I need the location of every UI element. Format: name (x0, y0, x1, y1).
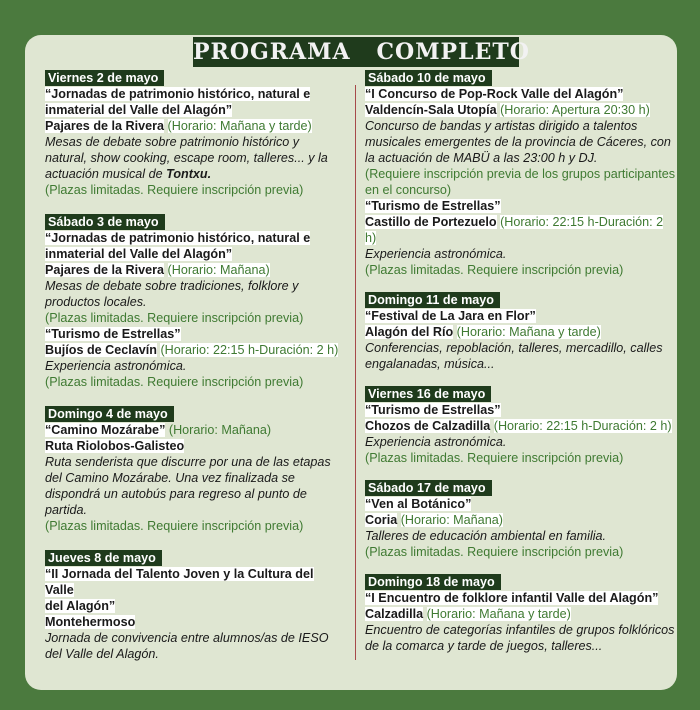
page-title: PROGRAMA COMPLETO (193, 39, 530, 65)
event-place-row (45, 614, 343, 630)
event-schedule: (Horario: Mañana y tarde) (456, 325, 601, 339)
event-place: Pajares de la Rivera (45, 263, 165, 277)
event-date: Jueves 8 de mayo (45, 550, 162, 566)
event-schedule: (Horario: Mañana y tarde) (167, 119, 312, 133)
event-description (45, 134, 343, 182)
event-name (45, 230, 343, 262)
event-note: (Plazas limitadas. Requiere inscripción previa) (45, 375, 304, 389)
event-description: Concurso de bandas y artistas dirigido a talentos musicales emergentes de la provincia de Cáceres, con la actuación de MABÜ a las 23:00 h y DJ. (365, 119, 671, 165)
event-name-line: inmaterial del Valle del Alagón” (45, 103, 233, 117)
event-name: “Camino Mozárabe” (45, 423, 166, 437)
event-description-text: Mesas de debate sobre patrimonio histórico y natural, show cooking, escape room, talleres... y la actuación musical de (45, 135, 328, 181)
event-place: Ruta Riolobos-Galisteo (45, 439, 185, 453)
event-date: Sábado 3 de mayo (45, 214, 165, 230)
event-sabado-10 (365, 70, 677, 278)
event-date: Domingo 4 de mayo (45, 406, 174, 422)
event-description: Talleres de educación ambiental en familia. (365, 529, 607, 543)
event-name (45, 566, 343, 614)
event-place: Montehermoso (45, 615, 136, 629)
event-description: Ruta senderista que discurre por una de las etapas del Camino Mozárabe. Una vez finalizada se dispondrá un autobús para regreso al punto de partida. (45, 455, 331, 517)
event-name-line: “Turismo de Estrellas” (45, 327, 181, 341)
event-description: Mesas de debate sobre tradiciones, folklore y productos locales. (45, 279, 299, 309)
event-place-row (365, 512, 677, 528)
event-name-line: “Jornadas de patrimonio histórico, natural e (45, 231, 311, 245)
event-name (365, 308, 677, 324)
event-name-line: “Ven al Botánico” (365, 497, 472, 511)
event-date: Sábado 17 de mayo (365, 480, 492, 496)
event-name-line: del Alagón” (45, 599, 116, 613)
event-description: Encuentro de categorías infantiles de grupos folklóricos de la comarca y tarde de juegos, talleres... (365, 623, 675, 653)
event-jueves-8 (45, 550, 343, 662)
event-viernes-2 (45, 70, 343, 198)
event-domingo-11 (365, 292, 677, 372)
event-description: Experiencia astronómica. (365, 435, 507, 449)
event-place: Chozos de Calzadilla (365, 419, 491, 433)
event-place-row (45, 262, 343, 278)
event-domingo-18 (365, 574, 677, 654)
event-schedule: (Horario: Apertura 20:30 h) (500, 103, 650, 117)
event-name-row (45, 422, 343, 438)
event-place-row (365, 418, 677, 434)
event-schedule: (Horario: 22:15 h-Duración: 2 h) (493, 419, 672, 433)
event-description: Conferencias, repoblación, talleres, mercadillo, calles engalanadas, música... (365, 341, 663, 371)
event-sabado-17 (365, 480, 677, 560)
event-place: Coria (365, 513, 398, 527)
event-place-row (365, 324, 677, 340)
event-place: Alagón del Río (365, 325, 454, 339)
event-description: Experiencia astronómica. (45, 359, 187, 373)
event-place-row (365, 102, 677, 118)
event-place-row (45, 118, 343, 134)
event-place-row (365, 214, 677, 246)
event-name-line: “Jornadas de patrimonio histórico, natural e (45, 87, 311, 101)
event-place-row (45, 342, 343, 358)
event-sabado-3 (45, 214, 343, 390)
event-schedule: (Horario: Mañana) (168, 423, 272, 437)
event-place: Calzadilla (365, 607, 424, 621)
event-name-line: “Turismo de Estrellas” (365, 199, 501, 213)
event-name (365, 86, 677, 102)
event-name-line: inmaterial del Valle del Alagón” (45, 247, 233, 261)
event-date: Domingo 18 de mayo (365, 574, 501, 590)
event-place: Castillo de Portezuelo (365, 215, 497, 229)
event-description: Jornada de convivencia entre alumnos/as de IESO del Valle del Alagón. (45, 631, 329, 661)
event-name (45, 326, 343, 342)
event-name (365, 402, 677, 418)
event-date: Domingo 11 de mayo (365, 292, 500, 308)
left-column (45, 70, 343, 678)
event-domingo-4 (45, 406, 343, 534)
event-name (365, 590, 677, 606)
event-note: (Plazas limitadas. Requiere inscripción previa) (45, 183, 304, 197)
event-schedule: (Horario: 22:15 h-Duración: 2 h) (160, 343, 339, 357)
event-schedule: (Horario: Mañana) (167, 263, 270, 277)
event-schedule: (Horario: Mañana) (400, 513, 503, 527)
right-column (365, 70, 677, 668)
event-name (365, 198, 677, 214)
event-name-line: “Festival de La Jara en Flor” (365, 309, 536, 323)
event-name (45, 86, 343, 118)
event-place: Bujíos de Ceclavín (45, 343, 157, 357)
event-description: Experiencia astronómica. (365, 247, 507, 261)
event-name-line: “Turismo de Estrellas” (365, 403, 501, 417)
event-schedule: (Horario: Mañana y tarde) (426, 607, 571, 621)
event-place-row (45, 438, 343, 454)
event-place: Pajares de la Rivera (45, 119, 165, 133)
event-note: (Plazas limitadas. Requiere inscripción previa) (365, 263, 624, 277)
event-description-highlight: Tontxu. (166, 167, 212, 181)
event-place: Valdencín-Sala Utopía (365, 103, 497, 117)
event-viernes-16 (365, 386, 677, 466)
event-note: (Plazas limitadas. Requiere inscripción previa) (365, 451, 624, 465)
event-date: Viernes 2 de mayo (45, 70, 164, 86)
event-date: Viernes 16 de mayo (365, 386, 491, 402)
event-name (365, 496, 677, 512)
event-note: (Plazas limitadas. Requiere inscripción previa) (45, 519, 304, 533)
event-note: (Plazas limitadas. Requiere inscripción previa) (45, 311, 304, 325)
column-divider (355, 85, 356, 660)
event-name-line: “I Concurso de Pop-Rock Valle del Alagón” (365, 87, 624, 101)
event-note: (Requiere inscripción previa de los grupos participantes en el concurso) (365, 167, 676, 197)
event-note: (Plazas limitadas. Requiere inscripción previa) (365, 545, 624, 559)
event-place-row (365, 606, 677, 622)
event-date: Sábado 10 de mayo (365, 70, 492, 86)
event-name-line: “I Encuentro de folklore infantil Valle del Alagón” (365, 591, 659, 605)
event-schedule: (Horario: 22:15 h-Duración: 2 h) (365, 215, 664, 245)
event-name-line: “II Jornada del Talento Joven y la Cultura del Valle (45, 567, 314, 597)
